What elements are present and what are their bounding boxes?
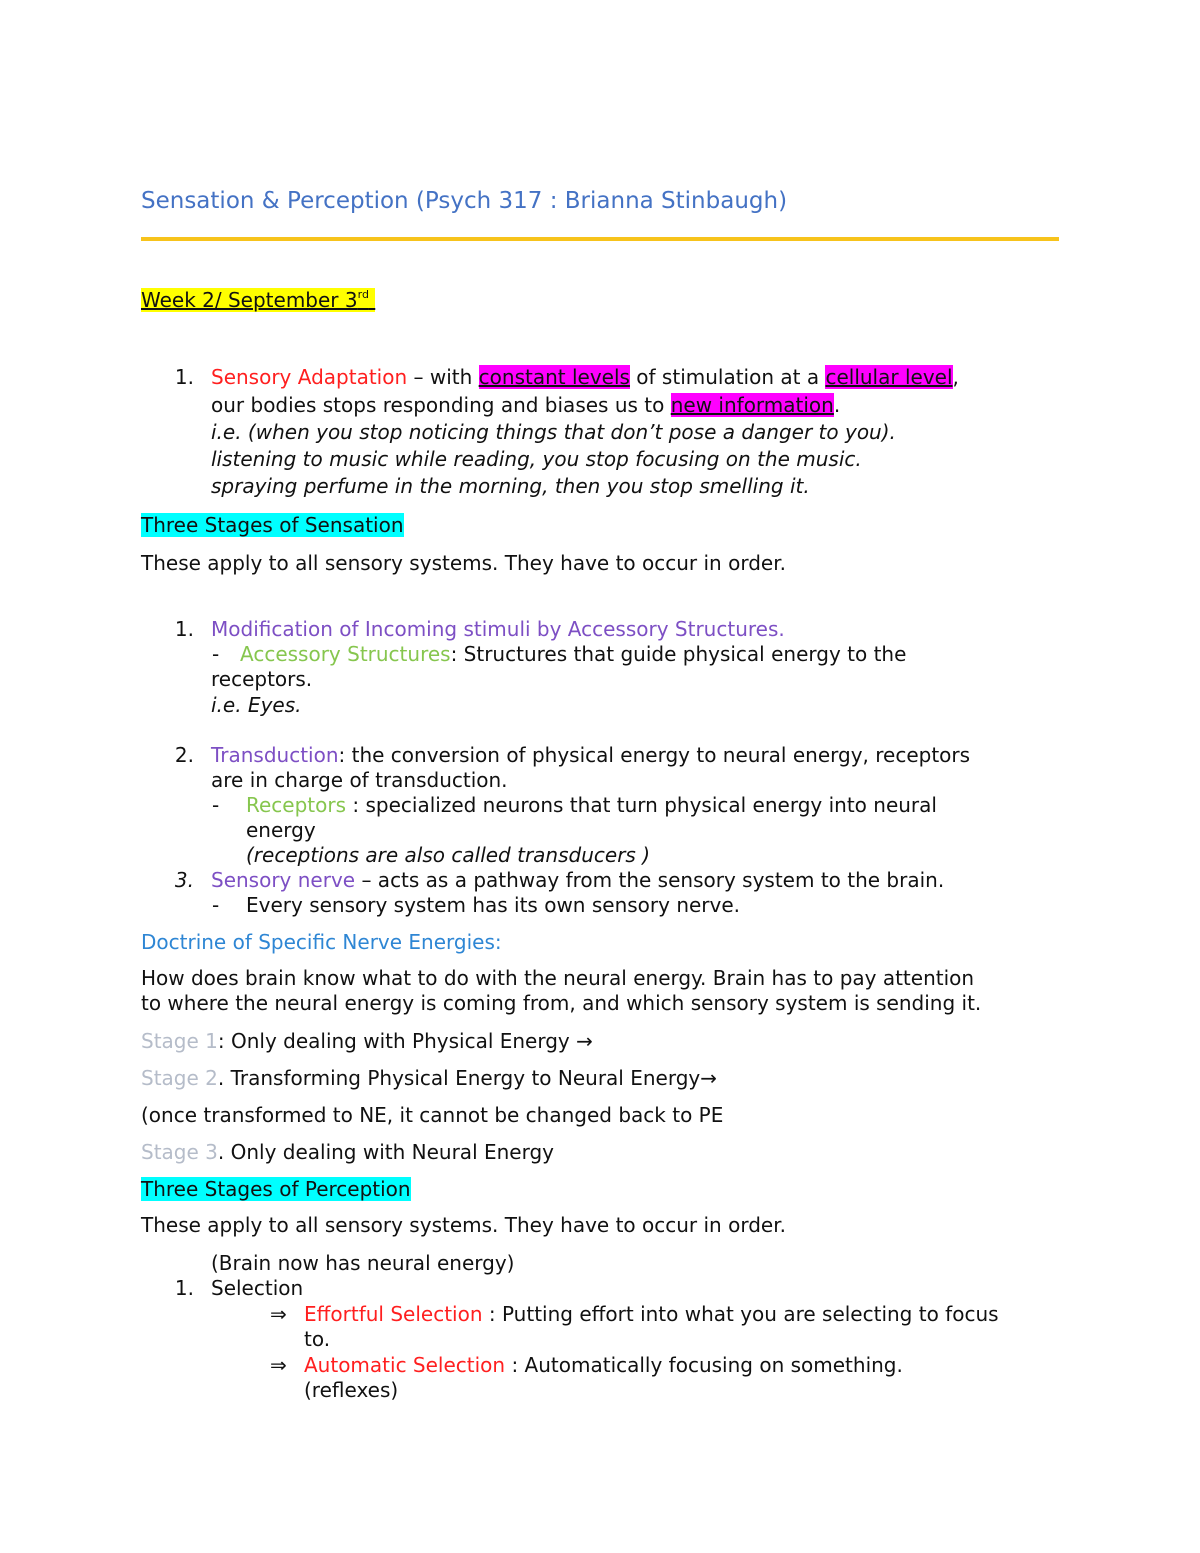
doctrine-heading: Doctrine of Specific Nerve Energies:: [141, 930, 502, 954]
sensation-item-1-title: Modification of Incoming stimuli by Accessory Structures.: [211, 617, 785, 641]
automatic-selection-term: Automatic Selection: [304, 1353, 506, 1377]
doctrine-paragraph-line-2: to where the neural energy is coming from, and which sensory system is sending it.: [141, 991, 982, 1015]
receptors-definition-cont: energy: [246, 818, 316, 842]
sensation-intro: These apply to all sensory systems. They have to occur in order.: [141, 551, 786, 575]
adaptation-example-1: i.e. (when you stop noticing things that don’t pose a danger to you).: [211, 420, 896, 444]
dash: -: [212, 893, 220, 917]
sensation-heading: Three Stages of Sensation: [141, 513, 404, 537]
adaptation-line-2: our bodies stops responding and biases us to new information.: [211, 393, 841, 417]
transduction-term: Transduction: [211, 743, 339, 767]
receptors-note: (receptions are also called transducers ): [246, 843, 650, 867]
accessory-structures-example: i.e. Eyes.: [211, 693, 302, 717]
sensory-nerve-term: Sensory nerve: [211, 868, 356, 892]
selection-item: Selection: [211, 1276, 304, 1300]
effortful-selection-line: Effortful Selection : Putting effort into what you are selecting to focus: [304, 1302, 999, 1326]
receptors-definition: Receptors : specialized neurons that turn physical energy into neural: [246, 793, 937, 817]
adaptation-example-3: spraying perfume in the morning, then you stop smelling it.: [211, 474, 810, 498]
week-superscript: rd: [357, 288, 369, 301]
transduction-line-1: Transduction: the conversion of physical energy to neural energy, receptors: [211, 743, 971, 767]
accessory-structures-term: Accessory Structures: [240, 642, 451, 666]
title-divider: [141, 237, 1059, 241]
accessory-structures-definition-cont: receptors.: [211, 667, 313, 691]
effortful-selection-cont: to.: [304, 1327, 331, 1351]
perception-intro: These apply to all sensory systems. They have to occur in order.: [141, 1213, 786, 1237]
adaptation-line-1: Sensory Adaptation – with constant levels of stimulation at a cellular level,: [211, 365, 959, 389]
automatic-selection-cont: (reflexes): [304, 1378, 399, 1402]
list-number: 1.: [174, 365, 194, 389]
stage-3-label: Stage 3: [141, 1140, 218, 1164]
highlight-constant-levels: constant levels: [478, 365, 630, 389]
document-title: Sensation & Perception (Psych 317 : Brianna Stinbaugh): [141, 188, 788, 214]
perception-heading: Three Stages of Perception: [141, 1177, 411, 1201]
stage-2-label: Stage 2: [141, 1066, 218, 1090]
sensory-nerve-sub: Every sensory system has its own sensory nerve.: [246, 893, 741, 917]
list-number: 3.: [174, 868, 194, 892]
highlight-cellular-level: cellular level: [825, 365, 953, 389]
arrow-bullet: ⇒: [270, 1353, 287, 1377]
automatic-selection-line: Automatic Selection : Automatically focusing on something.: [304, 1353, 903, 1377]
week-heading: [141, 288, 375, 313]
effortful-selection-term: Effortful Selection: [304, 1302, 483, 1326]
dash: -: [212, 793, 220, 817]
adaptation-term: Sensory Adaptation: [211, 365, 408, 389]
list-number: 2.: [174, 743, 194, 767]
accessory-structures-definition: Accessory Structures: Structures that guide physical energy to the: [240, 642, 907, 666]
list-number: 1.: [174, 1276, 194, 1300]
week-label: Week 2/ September 3rd: [141, 288, 375, 312]
adaptation-example-2: listening to music while reading, you stop focusing on the music.: [211, 447, 862, 471]
stage-1-line: Stage 1: Only dealing with Physical Energy →: [141, 1029, 593, 1053]
stage-1-label: Stage 1: [141, 1029, 218, 1053]
doctrine-paragraph-line-1: How does brain know what to do with the neural energy. Brain has to pay attention: [141, 966, 975, 990]
highlight-new-information: new information: [670, 393, 834, 417]
transduction-line-2: are in charge of transduction.: [211, 768, 508, 792]
perception-preface: (Brain now has neural energy): [211, 1251, 515, 1275]
stage-2-line: Stage 2. Transforming Physical Energy to Neural Energy→: [141, 1066, 717, 1090]
dash: -: [212, 642, 220, 666]
stage-3-line: Stage 3. Only dealing with Neural Energy: [141, 1140, 554, 1164]
sensory-nerve-line: Sensory nerve – acts as a pathway from the sensory system to the brain.: [211, 868, 945, 892]
receptors-term: Receptors: [246, 793, 347, 817]
list-number: 1.: [174, 617, 194, 641]
conversion-note: (once transformed to NE, it cannot be changed back to PE: [141, 1103, 724, 1127]
arrow-bullet: ⇒: [270, 1302, 287, 1326]
